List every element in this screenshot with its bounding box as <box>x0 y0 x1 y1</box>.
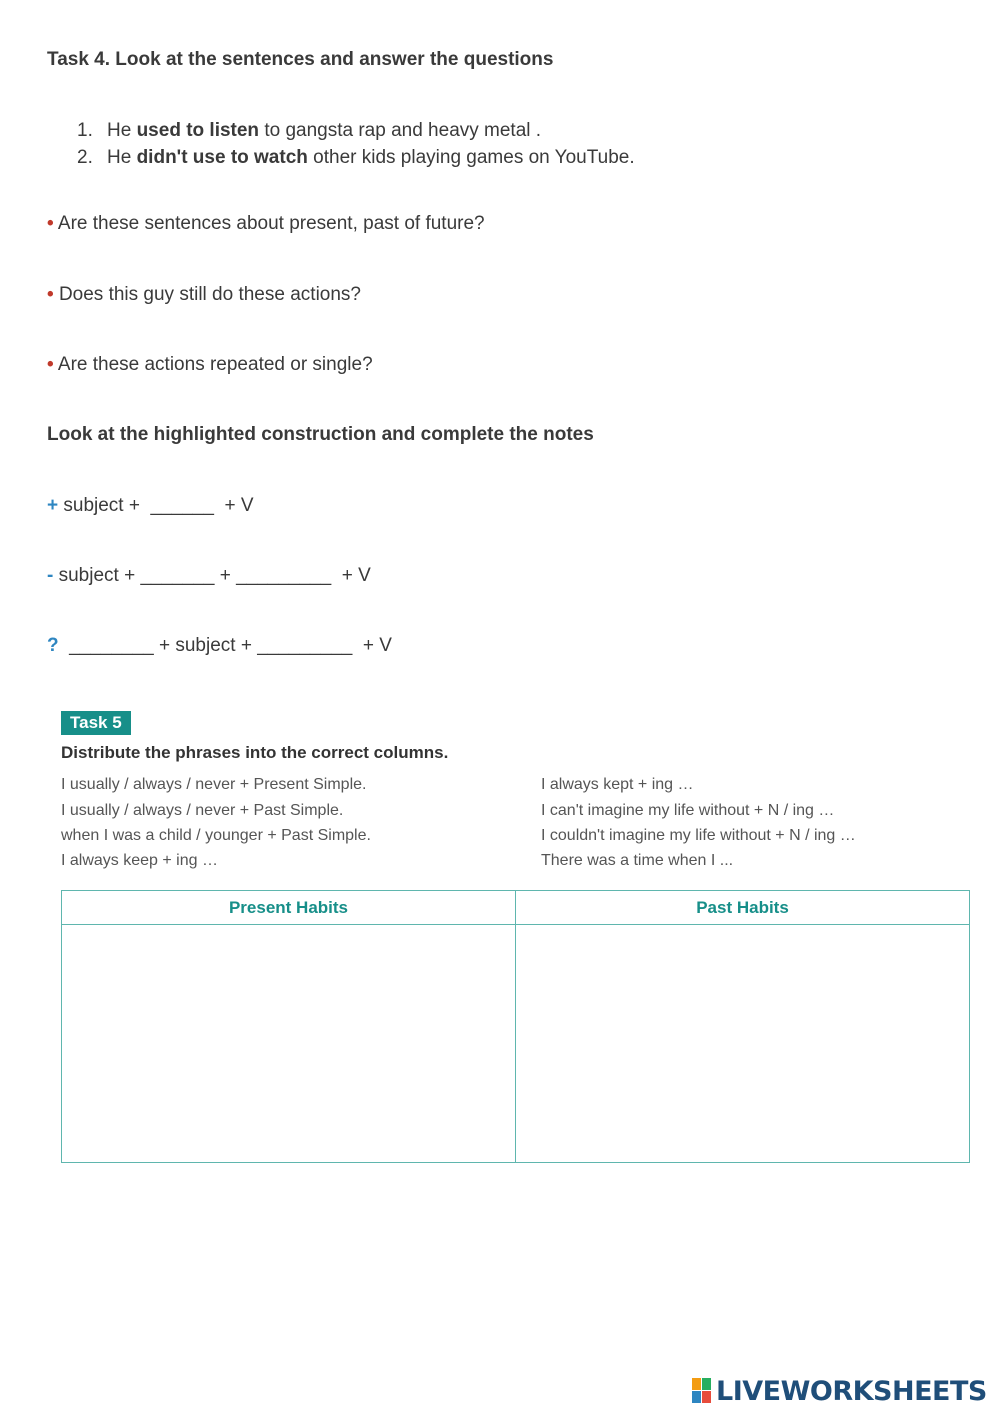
question-text: Are these actions repeated or single? <box>57 354 373 375</box>
bullet-icon: • <box>47 213 54 234</box>
phrase-item: I always keep + ing … <box>61 852 218 869</box>
question-sign: ? <box>47 635 59 656</box>
phrase-item: I usually / always / never + Present Simple. <box>61 776 367 793</box>
bullet-icon: • <box>47 354 54 375</box>
sentence-text: He <box>107 147 137 168</box>
formula-text: subject + _______ + _________ + V <box>53 565 371 586</box>
phrase-item: There was a time when I ... <box>541 852 734 869</box>
formula-negative <box>47 565 371 587</box>
minus-sign: - <box>47 565 54 586</box>
logo-blocks-icon <box>692 1378 712 1404</box>
liveworksheets-logo <box>692 1374 987 1408</box>
formula-text: subject + ______ + V <box>58 495 254 516</box>
question-1 <box>47 213 485 235</box>
task4-title: Task 4. Look at the sentences and answer the questions <box>47 49 554 70</box>
phrase-item: I usually / always / never + Past Simple. <box>61 802 344 819</box>
past-habits-drop-zone[interactable] <box>517 925 969 1162</box>
phrase-item: I can't imagine my life without + N / ing … <box>541 802 835 819</box>
sentence-text: He <box>107 120 137 141</box>
sentence-number: 2. <box>77 147 93 168</box>
highlighted-construction: didn't use to watch <box>136 147 308 168</box>
bullet-icon: • <box>47 284 54 305</box>
sentence-text: other kids playing games on YouTube. <box>307 147 635 168</box>
sentence-number: 1. <box>77 120 93 141</box>
notes-title: Look at the highlighted construction and complete the notes <box>47 424 594 445</box>
question-2 <box>47 284 361 306</box>
task5-badge: Task 5 <box>61 711 131 735</box>
present-habits-drop-zone[interactable] <box>62 925 515 1162</box>
question-text: Does this guy still do these actions? <box>58 284 361 305</box>
plus-sign: + <box>47 495 59 516</box>
header-past-habits: Past Habits <box>696 898 789 917</box>
column-divider <box>515 891 516 1162</box>
task5-instruction: Distribute the phrases into the correct columns. <box>61 743 449 762</box>
formula-text: ________ + subject + _________ + V <box>58 635 392 656</box>
highlighted-construction: used to listen <box>136 120 260 141</box>
habits-table <box>61 890 970 1163</box>
formula-question <box>47 635 392 657</box>
sentence-2 <box>77 147 635 169</box>
question-text: Are these sentences about present, past of future? <box>57 213 485 234</box>
formula-affirmative <box>47 495 254 517</box>
phrase-item: when I was a child / younger + Past Simple. <box>61 827 371 844</box>
question-3 <box>47 354 373 376</box>
sentence-1 <box>77 120 541 142</box>
sentence-text: to gangsta rap and heavy metal . <box>259 120 542 141</box>
header-present-habits: Present Habits <box>228 898 349 917</box>
phrase-item: I always kept + ing … <box>541 776 694 793</box>
logo-text: LIVEWORKSHEETS <box>716 1375 987 1407</box>
phrase-item: I couldn't imagine my life without + N / ing … <box>541 827 856 844</box>
